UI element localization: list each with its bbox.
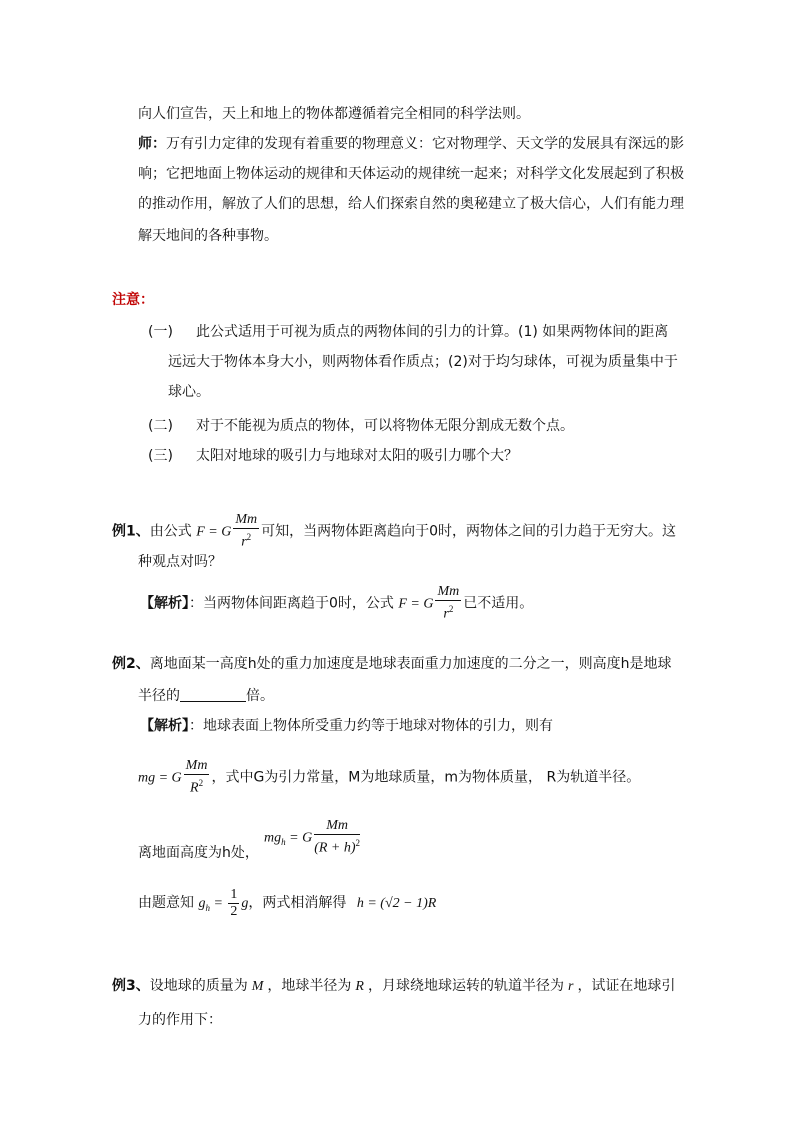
- note-item-marker: (二): [148, 418, 173, 434]
- teacher-label: 师：: [138, 136, 166, 152]
- fraction-denominator: (R + h): [314, 840, 356, 856]
- paragraph-line: 向人们宣告，天上和地上的物体都遵循着完全相同的科学法则。: [138, 106, 530, 122]
- note-item-text: 对于不能视为质点的物体，可以将物体无限分割成无数个点。: [196, 418, 574, 434]
- fraction-numerator: Mm: [314, 818, 360, 835]
- example-2-analysis: [140, 716, 553, 736]
- example-text: 设地球的质量为: [149, 978, 248, 994]
- example-2-line2: [138, 686, 274, 706]
- equation-result: h = (√2 − 1)R: [356, 896, 437, 911]
- fraction-numerator: Mm: [185, 758, 208, 773]
- example-text: 可知，当两物体距离趋向于0时，两物体之间的引力趋于无穷大。这: [261, 523, 676, 540]
- example-2-line: [112, 654, 672, 674]
- subscript: h: [205, 902, 210, 913]
- fraction-denominator: r: [241, 534, 247, 550]
- example-label: 例3、: [112, 978, 150, 994]
- equation-comment: ，式中G为引力常量，M为地球质量，m为物体质量， R为轨道半径。: [211, 769, 641, 786]
- example-label: 例2、: [112, 656, 150, 672]
- analysis-text: ：地球表面上物体所受重力约等于地球对物体的引力，则有: [189, 718, 553, 734]
- fraction-denominator: R: [190, 780, 199, 796]
- equation-fraction: [228, 887, 239, 920]
- equation-mid: =: [209, 896, 227, 911]
- formula-lhs: F = G: [398, 596, 434, 612]
- fraction-denominator: r: [443, 606, 449, 622]
- example-3-line: [112, 976, 675, 997]
- equation-lhs: g: [198, 896, 206, 911]
- analysis-text: 已不适用。: [463, 595, 534, 612]
- example-1-analysis: [140, 584, 533, 623]
- equation-2: [264, 818, 362, 861]
- analysis-label: 【解析】: [140, 595, 189, 612]
- note-item-text: 此公式适用于可视为质点的两物体间的引力的计算。(1) 如果两物体间的距离: [196, 324, 669, 340]
- equation-1-line: [138, 758, 640, 797]
- equation-comment: ，两式相消解得: [248, 895, 347, 911]
- note-item-text: 远远大于物体本身大小，则两物体看作质点；(2)对于均匀球体，可视为质量集中于: [168, 354, 678, 370]
- example-text: ，月球绕地球运转的轨道半径为: [367, 978, 564, 994]
- equation-2-label: 离地面高度为h处，: [138, 845, 259, 861]
- fraction-denominator: 2: [230, 903, 238, 919]
- example-1-line: [112, 512, 676, 551]
- note-title: 注意：: [112, 292, 154, 308]
- exponent: 2: [246, 532, 252, 542]
- answer-blank: [180, 687, 246, 702]
- note-item-marker: (三): [148, 448, 173, 464]
- formula-lhs: F = G: [196, 524, 232, 540]
- equation-lhs: mg = G: [138, 770, 182, 786]
- analysis-text: ：当两物体间距离趋于0时，公式: [189, 595, 394, 612]
- example-label: 例1、: [112, 523, 150, 540]
- equation-fraction: [184, 758, 210, 797]
- symbol-r: r: [567, 979, 574, 994]
- equation-3-line: [138, 878, 436, 933]
- fraction-numerator: 1: [230, 886, 238, 902]
- example-text: ，试证在地球引: [577, 978, 676, 994]
- example-text: 倍。: [246, 688, 274, 704]
- note-item-text: 球心。: [168, 384, 210, 400]
- example-text: 离地面某一高度h处的重力加速度是地球表面重力加速度的二分之一，则高度h是地球: [149, 656, 672, 672]
- paragraph-text: 万有引力定律的发现有着重要的物理意义：它对物理学、天文学的发展具有深远的影: [166, 136, 684, 152]
- equation-lhs: mg: [264, 830, 282, 846]
- exponent: 2: [448, 604, 454, 614]
- symbol-R: R: [355, 979, 364, 994]
- example-1-line2: 种观点对吗？: [138, 554, 222, 570]
- equation-fraction: [314, 818, 360, 857]
- formula-fraction: [233, 512, 259, 551]
- note-item-text: 太阳对地球的吸引力与地球对太阳的吸引力哪个大？: [196, 448, 518, 464]
- example-text: 半径的: [138, 688, 180, 704]
- example-text: ，地球半径为: [267, 978, 352, 994]
- subscript: h: [281, 837, 286, 848]
- note-item-marker: (一): [148, 324, 173, 340]
- paragraph-line: 的推动作用，解放了人们的思想，给人们探索自然的奥秘建立了极大信心，人们有能力理: [138, 196, 684, 212]
- formula-fraction: [435, 584, 461, 623]
- analysis-label: 【解析】: [140, 718, 189, 734]
- exponent: 2: [355, 838, 361, 848]
- equation-label: 由题意知: [138, 895, 194, 911]
- exponent: 2: [198, 778, 204, 788]
- paragraph-line: 响；它把地面上物体运动的规律和天体运动的规律统一起来；对科学文化发展起到了积极: [138, 166, 684, 182]
- paragraph-line: [138, 134, 684, 154]
- symbol-M: M: [251, 979, 264, 994]
- paragraph-line: 解天地间的各种事物。: [138, 228, 278, 244]
- equation-mid: = G: [285, 830, 313, 846]
- example-text: 由公式: [149, 523, 192, 540]
- fraction-numerator: Mm: [235, 512, 258, 527]
- fraction-numerator: Mm: [437, 584, 460, 599]
- equation-rhs: g: [241, 896, 249, 911]
- example-3-line2: 力的作用下：: [138, 1012, 222, 1028]
